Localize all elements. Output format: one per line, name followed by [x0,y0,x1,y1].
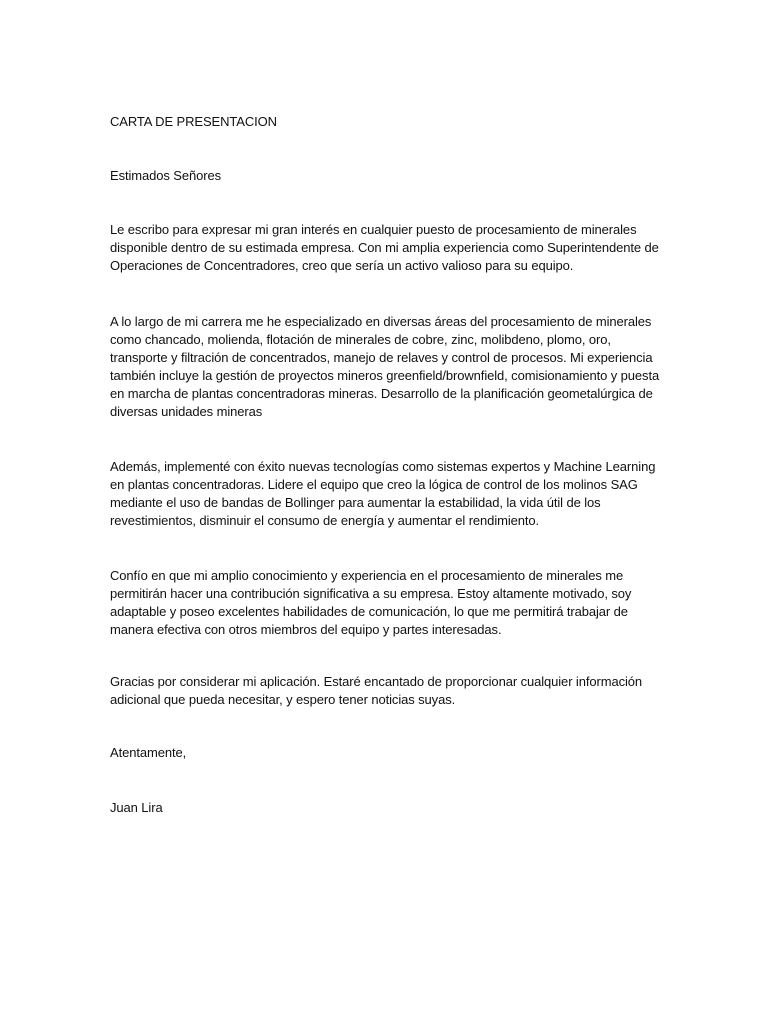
cover-letter [110,113,670,817]
letter-title: CARTA DE PRESENTACION [110,114,277,129]
paragraph-intro: Le escribo para expresar mi gran interés en cualquier puesto de procesamiento de minerales disponible dentro de su estimada empresa. Con mi amplia experiencia como Superintendente de Operaciones de Concentradores, creo que sería un activo valioso para su equipo. [110,222,659,273]
letter-signature: Juan Lira [110,800,163,815]
paragraph-career: A lo largo de mi carrera me he especializado en diversas áreas del procesamiento de minerales como chancado, molienda, flotación de minerales de cobre, zinc, molibdeno, plomo, oro, transporte y filtración de concentrados, manejo de relaves y control de procesos. Mi experiencia también incluye la gestión de proyectos mineros greenfield/brownfield, comisionamiento y puesta en marcha de plantas concentradoras mineras. Desarrollo de la planificación geometalúrgica de diversas unidades mineras [110,314,660,419]
letter-greeting: Estimados Señores [110,168,222,183]
paragraph-technology: Además, implementé con éxito nuevas tecnologías como sistemas expertos y Machine Learning en plantas concentradoras. Lidere el equipo que creo la lógica de control de los molinos SAG mediante el uso de bandas de Bollinger para aumentar la estabilidad, la vida útil de los revestimientos, disminuir el consumo de energía y aumentar el rendimiento. [110,459,656,528]
paragraph-confidence: Confío en que mi amplio conocimiento y experiencia en el procesamiento de minerales me permitirán hacer una contribución significativa a su empresa. Estoy altamente motivado, soy adaptable y poseo excelentes habilidades de comunicación, lo que me permitirá trabajar de manera efectiva con otros miembros del equipo y partes interesadas. [110,568,632,637]
letter-closing: Atentamente, [110,745,187,760]
paragraph-thanks: Gracias por considerar mi aplicación. Estaré encantado de proporcionar cualquier información adicional que pueda necesitar, y espero tener noticias suyas. [110,674,643,707]
